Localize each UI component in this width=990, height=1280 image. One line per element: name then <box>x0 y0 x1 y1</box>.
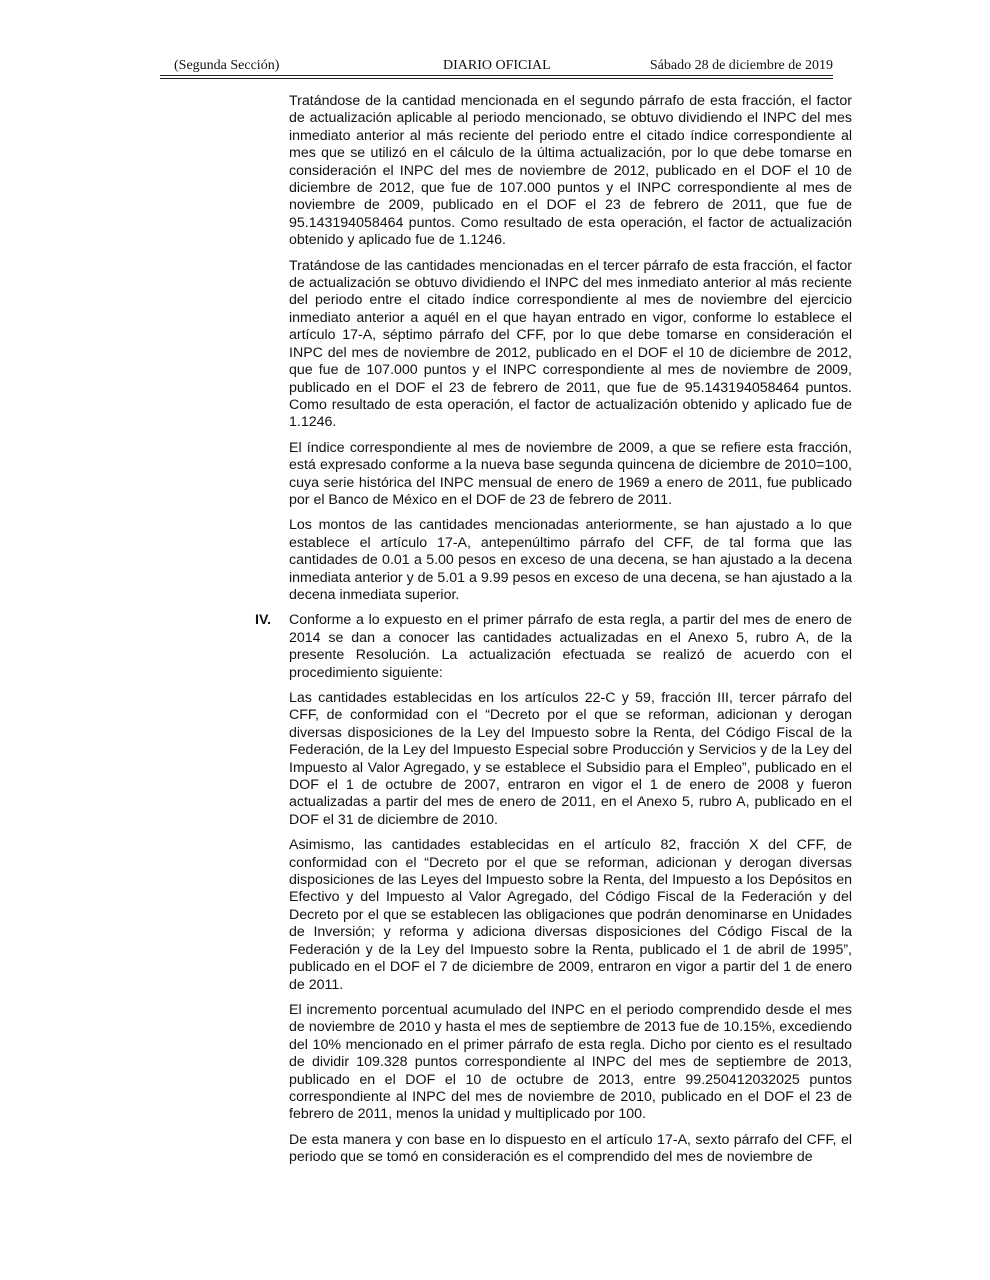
paragraph: Los montos de las cantidades mencionadas anteriormente, se han ajustado a lo que establece el artículo 17-A, antepenúltimo párrafo del CFF, de tal forma que las cantidades de 0.01 a 5.00 pesos en exceso de una decena, se han ajustado a la decena inmediata anterior y de 5.01 a 9.99 pesos en exceso de una decena, se han ajustado a la decena inmediata superior. <box>289 517 852 603</box>
paragraph: Las cantidades establecidas en los artículos 22-C y 59, fracción III, tercer párrafo del CFF, de conformidad con el “Decreto por el que se reforman, adicionan y derogan diversas disposiciones de la Ley del Impuesto sobre la Renta, del Código Fiscal de la Federación, de la Ley del Impuesto Especial sobre Producción y Servicios y de la Ley del Impuesto al Valor Agregado, y se establece el Subsidio para el Empleo”, publicado en el DOF el 1 de octubre de 2007, entraron en vigor el 1 de enero de 2008 y fueron actualizadas a partir del mes de enero de 2011, en el Anexo 5, rubro A, publicado en el DOF el 31 de diciembre de 2010. <box>289 690 852 828</box>
page-header <box>160 56 833 78</box>
paragraph: Tratándose de la cantidad mencionada en el segundo párrafo de esta fracción, el factor de actualización aplicable al periodo mencionado, se obtuvo dividiendo el INPC del mes inmediato anterior al más reciente del periodo entre el citado índice correspondiente al mes que se utilizó en el cálculo de la última actualización, por lo que debe tomarse en consideración el INPC del mes de noviembre de 2012, publicado en el DOF el 10 de diciembre de 2012, que fue de 107.000 puntos y el INPC correspondiente al mes de noviembre de 2009, publicado en el DOF el 23 de febrero de 2011, que fue de 95.143194058464 puntos. Como resultado de esta operación, el factor de actualización obtenido y aplicado fue de 1.1246. <box>289 93 852 249</box>
paragraph: De esta manera y con base en lo dispuesto en el artículo 17-A, sexto párrafo del CFF, el periodo que se tomó en consideración es el comprendido del mes de noviembre de <box>289 1131 852 1166</box>
header-rule-bottom <box>160 78 833 79</box>
header-publication-title: DIARIO OFICIAL <box>443 58 551 73</box>
paragraph: El índice correspondiente al mes de noviembre de 2009, a que se refiere esta fracción, está expresado conforme a la nueva base segunda quincena de diciembre de 2010=100, cuya serie histórica del INPC mensual de enero de 1969 a enero de 2011, fue publicado por el Banco de México en el DOF de 23 de febrero de 2011. <box>289 439 852 508</box>
paragraph: El incremento porcentual acumulado del INPC en el periodo comprendido desde el mes de noviembre de 2010 y hasta el mes de septiembre de 2013 fue de 10.15%, excediendo del 10% mencionado en el primer párrafo de esta regla. Dicho por ciento es el resultado de dividir 109.328 puntos correspondiente al INPC del mes de septiembre de 2013, publicado en el DOF el 10 de octubre de 2013, entre 99.250412032025 puntos correspondiente al INPC del mes de noviembre de 2010, publicado en el DOF el 23 de febrero de 2011, menos la unidad y multiplicado por 100. <box>289 1001 852 1123</box>
paragraph-section-iv: Conforme a lo expuesto en el primer párrafo de esta regla, a partir del mes de enero de 2014 se dan a conocer las cantidades actualizadas en el Anexo 5, rubro A, de la presente Resolución. La actualización efectuada se realizó de acuerdo con el procedimiento siguiente: <box>289 612 852 681</box>
header-date: Sábado 28 de diciembre de 2019 <box>649 58 833 73</box>
document-body <box>289 93 852 1175</box>
paragraph: Tratándose de las cantidades mencionadas en el tercer párrafo de esta fracción, el factor de actualización se obtuvo dividiendo el INPC del mes inmediato anterior al más reciente del periodo entre el citado índice correspondiente al mes de noviembre del ejercicio inmediato anterior a aquél en el que hayan entrado en vigor, conforme lo establece el artículo 17-A, séptimo párrafo del CFF, por lo que debe tomarse en consideración el INPC del mes de noviembre de 2012, publicado en el DOF el 10 de diciembre de 2012, que fue de 107.000 puntos y el INPC correspondiente al mes de noviembre de 2009, publicado en el DOF el 23 de febrero de 2011, que fue de 95.143194058464 puntos. Como resultado de esta operación, el factor de actualización obtenido y aplicado fue de 1.1246. <box>289 257 852 431</box>
header-rule-top <box>160 75 833 76</box>
header-section: (Segunda Sección) <box>174 58 280 73</box>
paragraph: Asimismo, las cantidades establecidas en el artículo 82, fracción X del CFF, de conformidad con el “Decreto por el que se reforman, adicionan y derogan diversas disposiciones de las Leyes del Impuesto sobre la Renta, del Impuesto a los Depósitos en Efectivo y del Impuesto al Valor Agregado, del Código Fiscal de la Federación y del Decreto por el que se establecen las obligaciones que podrán denominarse en Unidades de Inversión; y reforma y adiciona diversas disposiciones del Código Fiscal de la Federación y de la Ley del Impuesto sobre la Renta, publicado el 1 de abril de 1995”, publicado en el DOF el 7 de diciembre de 2009, entraron en vigor a partir del 1 de enero de 2011. <box>289 837 852 993</box>
section-marker-iv: IV. <box>255 612 272 629</box>
